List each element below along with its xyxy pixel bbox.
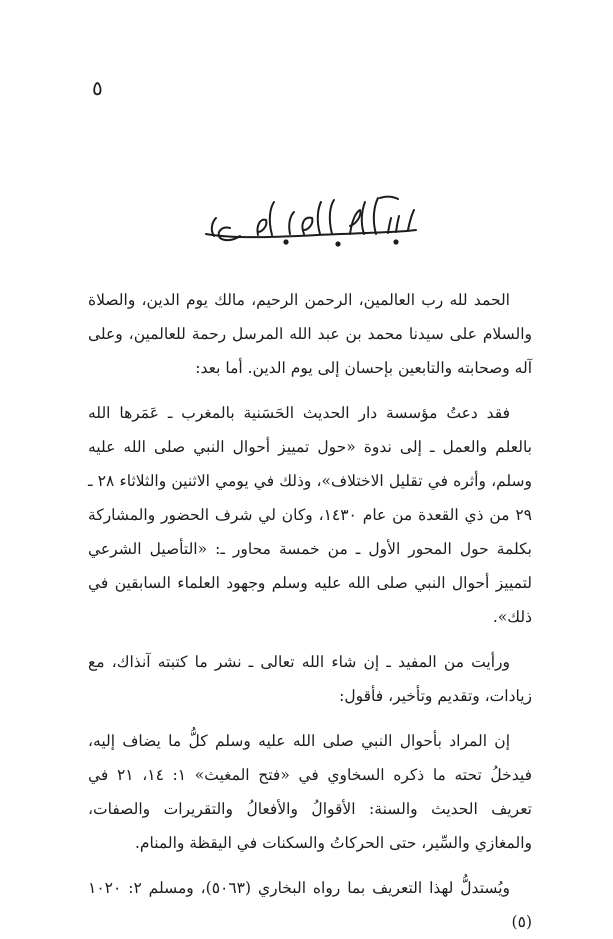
basmala-calligraphy-icon [200,190,422,250]
body-text [88,283,532,939]
paragraph: فقد دعتُ مؤسسة دار الحديث الحَسَنية بالمغرب ـ عَمَرها الله بالعلم والعمل ـ إلى ندوة «حول تمييز أحوال النبي صلى الله عليه وسلم، وأثره في تقليل الاختلاف»، وذلك في يومي الاثنين والثلاثاء ٢٨ ـ ٢٩ من ذي القعدة من عام ١٤٣٠، وكان لي شرف الحضور والمشاركة بكلمة حول المحور الأول ـ من خمسة محاور ـ: «التأصيل الشرعي لتمييز أحوال النبي صلى الله عليه وسلم وجهود العلماء السابقين في ذلك». [88,404,532,626]
page-number: ٥ [92,76,103,100]
paragraph: ويُستدلُّ لهذا التعريف بما رواه البخاري (٥٠٦٣)، ومسلم ٢: ١٠٢٠ (٥) [88,879,532,931]
paragraph: ورأيت من المفيد ـ إن شاء الله تعالى ـ نشر ما كتبته آنذاك، مع زيادات، وتقديم وتأخير، فأقول: [88,653,532,705]
basmala-calligraphy [200,190,422,250]
paragraph: إن المراد بأحوال النبي صلى الله عليه وسلم كلُّ ما يضاف إليه، فيدخلُ تحته ما ذكره السخاوي في «فتح المغيث» ١: ١٤، ٢١ في تعريف الحديث والسنة: الأقوالُ والأفعالُ والتقريرات والصفات، والمغازي والسِّير، حتى الحركاتُ والسكنات في اليقظة والمنام. [88,732,532,852]
paragraph: الحمد لله رب العالمين، الرحمن الرحيم، مالك يوم الدين، والصلاة والسلام على سيدنا محمد بن عبد الله المرسل رحمة للعالمين، وعلى آله وصحابته والتابعين بإحسان إلى يوم الدين. أما بعد: [88,291,532,377]
